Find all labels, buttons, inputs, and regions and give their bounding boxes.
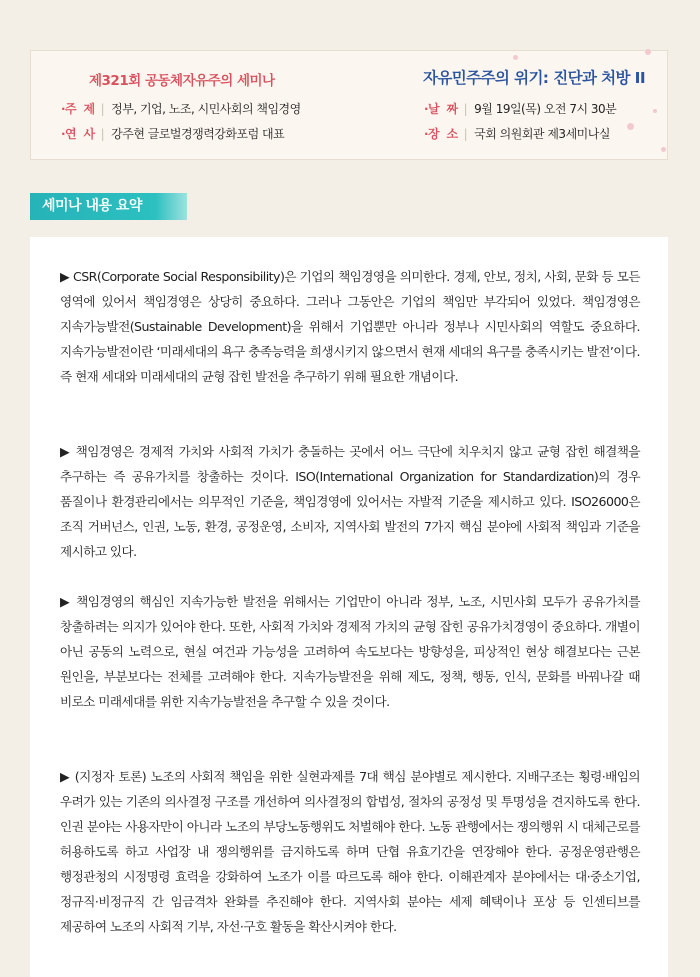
speaker-row [61,125,284,142]
decor-dot [513,55,518,60]
date-label: ·날 짜 [424,102,458,116]
speaker-label: ·연 사 [61,127,95,141]
seminar-title: 자유민주주의 위기: 진단과 처방 II [423,69,645,87]
summary-tab-label: 세미나 내용 요약 [30,193,187,220]
summary-content [30,237,668,977]
date-value: 9월 19일(목) 오전 7시 30분 [474,102,617,116]
topic-row [61,100,301,117]
separator: | [100,101,105,116]
place-row [424,125,610,142]
summary-paragraph: ▶ CSR(Corporate Social Responsibility)은 기업의 책임경영을 의미한다. 경제, 안보, 정치, 사회, 문화 등 모든 영역에 있어서 책임경영은 상당히 중요하다. 그러나 그동안은 기업의 책임만 부각되어 있었다. 책임경영은 지속가능발전(Sustainable Development)을 위해서 기업뿐만 아니라 정부나 시민사회의 역할도 중요하다. 지속가능발전이란 ‘미래세대의 욕구 충족능력을 희생시키지 않으면서 현재 세대의 욕구를 충족시키는 발전’이다. 즉 현재 세대와 미래세대의 균형 잡힌 발전을 추구하기 위해 필요한 개념이다. [60,269,640,384]
separator: | [100,126,105,141]
separator: | [463,126,468,141]
summary-paragraph: ▶ 책임경영의 핵심인 지속가능한 발전을 위해서는 기업만이 아니라 정부, 노조, 시민사회 모두가 공유가치를 창출하려는 의지가 있어야 한다. 또한, 사회적 가치와 경제적 가치의 균형 잡힌 공유가치경영이 중요하다. 개별이 아닌 공동의 노력으로, 현실 여건과 가능성을 고려하여 속도보다는 방향성을, 피상적인 현상 해결보다는 근본 원인을, 부분보다는 전체를 고려해야 한다. 지속가능발전을 위해 제도, 정책, 행동, 인식, 문화를 바꿔나갈 때 비로소 미래세대를 위한 지속가능발전을 추구할 수 있을 것이다. [60,594,640,709]
date-row [424,100,616,117]
place-value: 국회 의원회관 제3세미나실 [474,127,610,141]
speaker-value: 강주현 글로벌경쟁력강화포럼 대표 [111,127,285,141]
decor-dot [653,109,657,113]
seminar-number: 제321회 공동체자유주의 세미나 [89,73,275,89]
summary-paragraph: ▶ (지정자 토론) 노조의 사회적 책임을 위한 실현과제를 7대 핵심 분야별로 제시한다. 지배구조는 횡령·배임의 우려가 있는 기존의 의사결정 구조를 개선하여 의사결정의 합법성, 절차의 공정성 및 투명성을 견지하도록 한다. 인권 분야는 사용자만이 아니라 노조의 부당노동행위도 처벌해야 한다. 노동 관행에서는 쟁의행위 시 대체근로를 허용하도록 하고 사업장 내 쟁의행위를 금지하도록 하며 단협 유효기간을 연장해야 한다. 공정운영관행은 행정관청의 시정명령 효력을 강화하여 노조가 이를 따르도록 해야 한다. 이해관계자 분야에서는 대·중소기업, 정규직·비정규직 간 임금격차 완화를 추진해야 한다. 지역사회 분야는 세제 혜택이나 포상 등 인센티브를 제공하여 노조의 사회적 기부, 자선·구호 활동을 확산시켜야 한다. [60,769,640,934]
summary-paragraph: ▶ 책임경영은 경제적 가치와 사회적 가치가 충돌하는 곳에서 어느 극단에 치우치지 않고 균형 잡힌 해결책을 추구하는 즉 공유가치를 창출하는 것이다. ISO(International Organization for Standardization)의 경우 품질이나 환경관리에서는 의무적인 기준을, 책임경영에 있어서는 자발적 기준을 제시하고 있다. ISO26000은 조직 거버넌스, 인권, 노동, 환경, 공정운영, 소비자, 지역사회 발전의 7가지 핵심 분야에 사회적 책임과 기준을 제시하고 있다. [60,444,640,559]
topic-label: ·주 제 [61,102,95,116]
decor-dot [661,147,666,152]
seminar-header [30,50,668,160]
topic-value: 정부, 기업, 노조, 시민사회의 책임경영 [111,102,301,116]
decor-dot [645,49,651,55]
place-label: ·장 소 [424,127,458,141]
separator: | [463,101,468,116]
decor-dot [627,123,634,130]
